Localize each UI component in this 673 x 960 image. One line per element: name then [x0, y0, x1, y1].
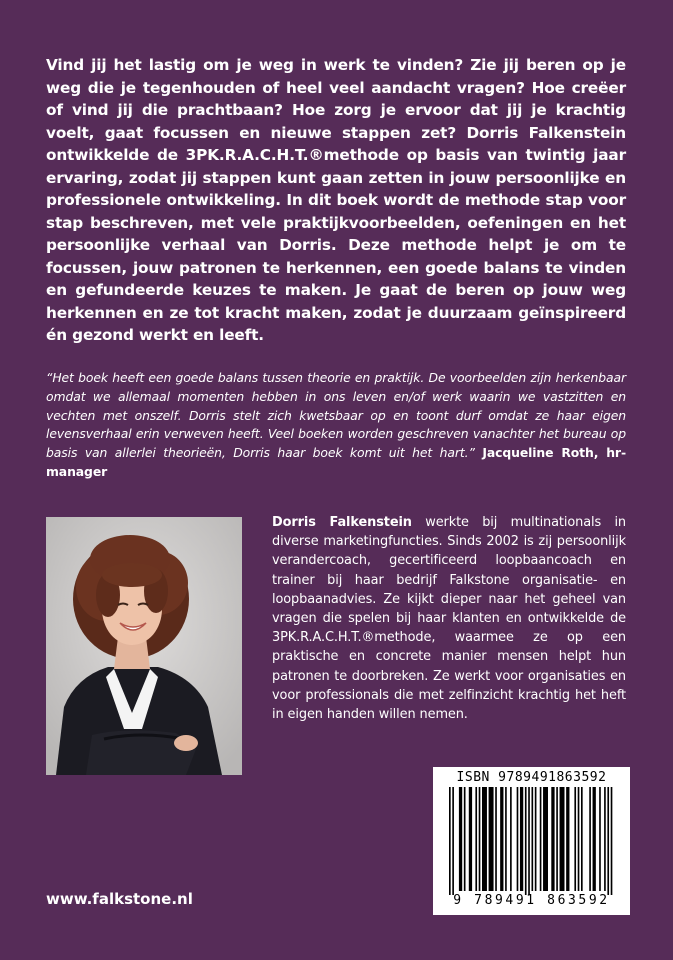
author-bio	[272, 513, 626, 724]
testimonial-quote	[46, 369, 626, 482]
website-url[interactable]: www.falkstone.nl	[46, 890, 193, 908]
barcode-bar	[578, 787, 580, 891]
barcode-bar	[517, 787, 519, 891]
barcode-bar	[599, 787, 601, 891]
barcode-bar	[532, 787, 534, 891]
barcode-bar	[449, 787, 451, 895]
barcode-bar	[581, 787, 583, 891]
barcode-bar	[574, 787, 576, 891]
barcode-bar	[525, 787, 527, 895]
barcode-bar	[551, 787, 554, 891]
quote-author: Jacqueline Roth, hr-manager	[46, 445, 626, 479]
barcode-bar	[510, 787, 512, 891]
author-portrait-image	[46, 517, 242, 775]
barcode-bar	[566, 787, 569, 891]
barcode-bar	[479, 787, 481, 891]
barcode-bar	[505, 787, 507, 891]
isbn-label: ISBN 9789491863592	[456, 770, 607, 785]
barcode-bar	[604, 787, 606, 891]
barcode-bar	[611, 787, 613, 895]
barcode-bar	[475, 787, 477, 891]
barcode-bar	[540, 787, 542, 891]
author-photo	[46, 517, 242, 775]
barcode-bar	[607, 787, 609, 895]
barcode-bar	[495, 787, 497, 891]
bio-author-name: Dorris Falkenstein	[272, 515, 412, 530]
barcode-bar	[556, 787, 558, 891]
barcode-bar	[482, 787, 487, 891]
isbn-digits: 9 789491 863592	[453, 893, 610, 908]
barcode-bar	[489, 787, 494, 891]
barcode-bar	[459, 787, 462, 891]
barcode-bar	[535, 787, 537, 891]
barcode-bar	[589, 787, 591, 891]
barcode-bar	[452, 787, 454, 895]
barcode-bar	[543, 787, 548, 891]
barcode-bar	[464, 787, 466, 891]
intro-paragraph: Vind jij het lastig om je weg in werk te vinden? Zie jij beren op je weg die je tegenhouden of heel veel aandacht vragen? Hoe creëer of vind jij die prachtbaan? Hoe zorg je ervoor dat jij je krachtig voelt, gaat focussen en nieuwe stappen zet? Dorris Falkenstein ontwikkelde de 3PK.R.A.C.H.T.®methode op basis van twintig jaar ervaring, zodat jij stappen kunt gaan zetten in jouw persoonlijke en professionele ontwikkeling. In dit boek wordt de methode stap voor stap beschreven, met vele praktijkvoorbeelden, oefeningen en het persoonlijke verhaal van Dorris. Deze methode helpt je om te focussen, jouw patronen te herkennen, een goede balans te vinden en gefundeerde keuzes te maken. Je gaat de beren op jouw weg herkennen en ze tot kracht maken, zodat je duurzaam geïnspireerd én gezond werkt en leeft.	[46, 56, 626, 344]
barcode-bar	[560, 787, 565, 891]
barcode-bar	[528, 787, 530, 895]
bio-text: werkte bij multinationals in diverse marketingfuncties. Sinds 2002 is zij persoonlijk verandercoach, gecertificeerd loopbaancoach en trainer bij haar bedrijf Falkstone organisatie- en loopbaanadvies. Ze kijkt dieper naar het geheel van vragen die spelen bij haar klanten en ontwikkelde de 3PK.R.A.C.H.T.®methode, waarmee ze op een praktische en concrete manier mensen helpt hun patronen te doorbreken. Ze werkt voor organisaties en voor professionals die met zelfinzicht krachtig het heft in eigen handen willen nemen.	[272, 515, 627, 723]
quote-text: “Het boek heeft een goede balans tussen theorie en praktijk. De voorbeelden zijn herkenbaar omdat we allemaal momenten hebben in ons leven en/of werk waarin we vastzitten en vechten met onszelf. Dorris stelt zich kwetsbaar op en toont durf omdat ze haar eigen levensverhaal erin verweven heeft. Veel boeken worden geschreven vanachter het bureau op basis van allerlei theorieën, Dorris haar boek komt uit het hart.”	[46, 370, 626, 461]
barcode-bar	[469, 787, 472, 891]
barcode-bar	[520, 787, 523, 891]
isbn-barcode	[433, 767, 630, 915]
barcode-bar	[500, 787, 503, 891]
barcode-bar	[593, 787, 596, 891]
